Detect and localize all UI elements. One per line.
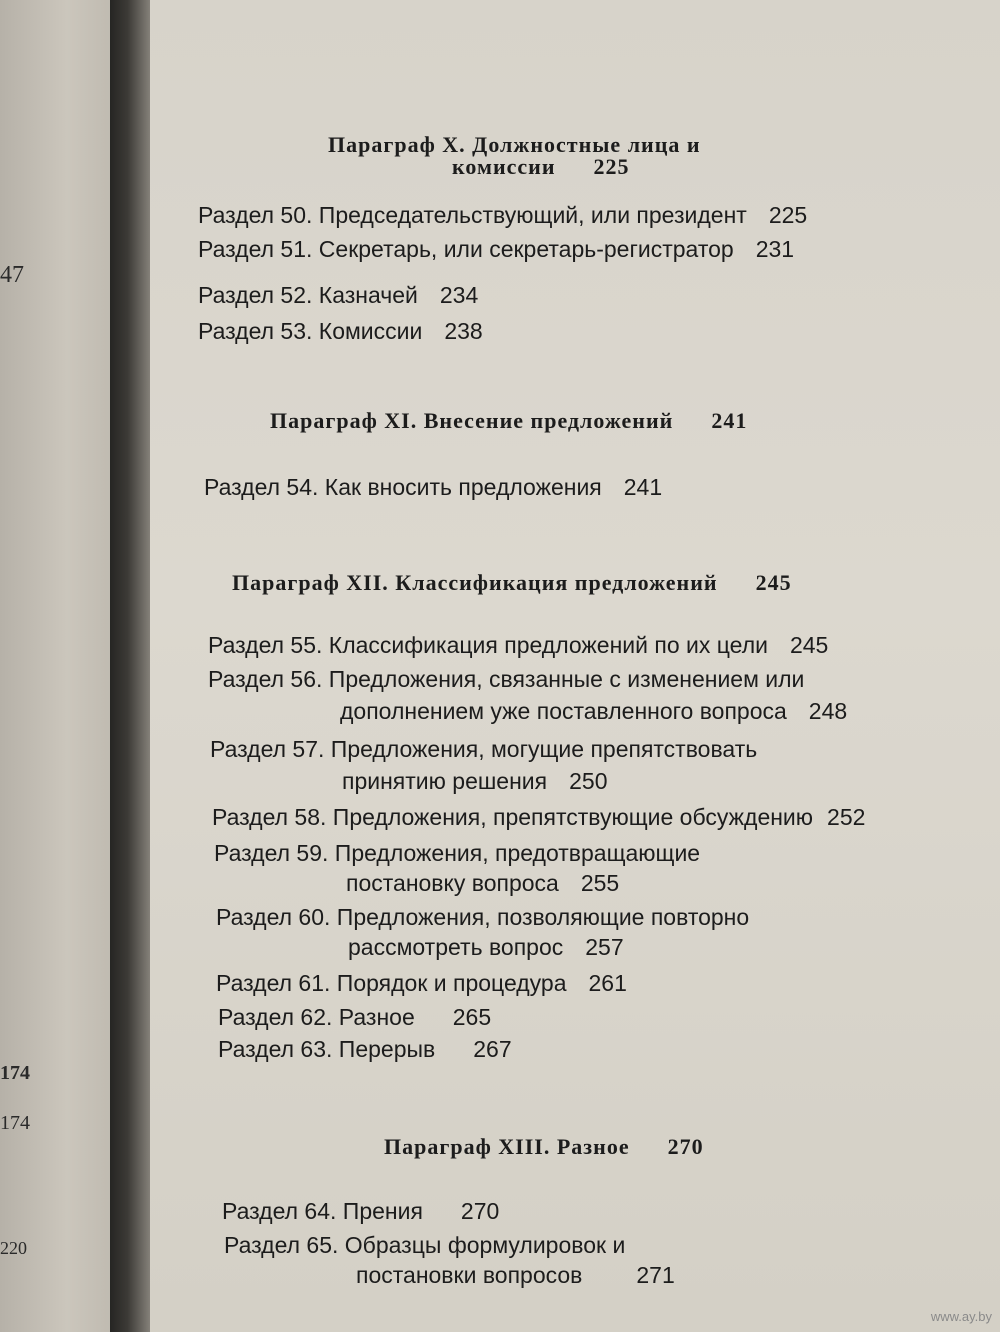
entry-page-number: 265 [452,1004,492,1030]
entry-page-number: 238 [444,318,483,344]
entry-page-number: 245 [789,632,829,658]
heading-title: Параграф XII. Классификация предложений [232,570,718,595]
entry-title: Комиссии [318,318,423,344]
heading-title: Параграф XI. Внесение предложений [270,408,674,433]
entry-label: Раздел [198,318,275,344]
entry-page-number: 231 [755,236,795,262]
toc-entry [218,1004,491,1031]
entry-page-number: 234 [439,282,479,308]
entry-title: Классификация предложений по их цели [328,632,768,658]
entry-number: 51. [280,236,313,262]
heading-title: Параграф XIII. Разное [384,1134,630,1159]
entry-label: Раздел [224,1232,301,1258]
entry-title: Предложения, препятствующие обсуждению [332,804,814,830]
toc-entry-continuation [348,934,624,961]
entry-label: Раздел [198,282,275,308]
entry-number: 56. [290,666,323,692]
entry-number: 53. [280,318,313,344]
toc-entry-continuation [346,870,619,897]
toc-entry [198,282,478,309]
toc-entry-continuation [356,1262,675,1289]
toc-entry [218,1036,512,1063]
entry-label: Раздел [216,904,293,930]
entry-page-number: 225 [768,202,808,228]
entry-title: Прения [342,1198,423,1224]
entry-title-continued: дополнением уже поставленного вопроса [340,698,787,724]
entry-title: Казначей [318,282,418,308]
entry-number: 55. [290,632,323,658]
entry-title: Предложения, позволяющие повторно [336,904,750,930]
entry-page-number: 257 [585,934,624,960]
entry-label: Раздел [218,1004,295,1030]
toc-entry [216,970,627,997]
entry-title-continued: рассмотреть вопрос [348,934,564,960]
entry-number: 58. [294,804,327,830]
toc-entry [210,736,757,763]
entry-label: Раздел [208,632,285,658]
section-heading [384,1134,704,1160]
entry-page-number: 248 [808,698,848,724]
toc-entry [224,1232,625,1259]
entry-title-continued: постановки вопросов [356,1262,583,1288]
entry-number: 57. [292,736,325,762]
entry-page-number: 241 [623,474,663,500]
entry-number: 61. [298,970,331,996]
entry-page-number: 267 [473,1036,512,1062]
entry-label: Раздел [214,840,291,866]
entry-page-number: 250 [569,768,608,794]
toc-entry-continuation [342,768,607,795]
entry-number: 62. [300,1004,333,1030]
entry-title: Разное [338,1004,415,1030]
toc-entry [204,474,662,501]
entry-label: Раздел [210,736,287,762]
entry-title: Предложения, связанные с изменением или [328,666,805,692]
heading-title: Параграф X. Должностные лица и [328,132,701,157]
toc-entry-continuation [340,698,847,725]
entry-page-number: 255 [580,870,620,896]
left-page-number: 220 [0,1238,27,1258]
heading-page-number: 245 [755,570,792,595]
entry-title: Секретарь, или секретарь-регистратор [318,236,734,262]
entry-label: Раздел [212,804,289,830]
entry-title-continued: постановку вопроса [346,870,559,896]
entry-number: 50. [280,202,313,228]
entry-label: Раздел [208,666,285,692]
toc-entry [208,666,804,693]
entry-label: Раздел [222,1198,299,1224]
section-heading [232,570,792,596]
left-page [0,0,122,1332]
toc-entry [212,804,865,831]
entry-title: Предложения, могущие препятствовать [330,736,758,762]
entry-title: Председательствующий, или президент [318,202,747,228]
toc-entry [214,840,700,867]
entry-number: 59. [296,840,329,866]
entry-page-number: 252 [827,804,866,830]
entry-title-continued: принятию решения [342,768,548,794]
section-heading [452,154,630,180]
left-page-number: 47 [0,262,24,288]
toc-entry [198,236,794,263]
toc-entry [198,202,807,229]
toc-entry [222,1198,499,1225]
entry-number: 52. [280,282,313,308]
heading-title: комиссии [452,154,556,179]
toc-entry [216,904,749,931]
entry-label: Раздел [198,236,275,262]
entry-title: Порядок и процедура [336,970,567,996]
toc-entry [208,632,828,659]
entry-page-number: 261 [588,970,627,996]
section-heading [270,408,747,434]
entry-label: Раздел [204,474,281,500]
entry-number: 65. [306,1232,339,1258]
watermark: www.ay.by [930,1309,992,1324]
entry-label: Раздел [216,970,293,996]
entry-title: Предложения, предотвращающие [334,840,701,866]
heading-page-number: 225 [593,154,630,179]
heading-page-number: 270 [667,1134,704,1159]
entry-title: Перерыв [338,1036,436,1062]
entry-number: 64. [304,1198,337,1224]
entry-number: 60. [298,904,331,930]
entry-number: 63. [300,1036,333,1062]
entry-label: Раздел [198,202,275,228]
left-page-number: 174 [0,1112,30,1134]
entry-page-number: 270 [460,1198,500,1224]
entry-page-number: 271 [636,1262,675,1288]
entry-number: 54. [286,474,319,500]
entry-title: Образцы формулировок и [344,1232,626,1258]
entry-label: Раздел [218,1036,295,1062]
heading-page-number: 241 [711,408,748,433]
left-page-number: 174 [0,1062,30,1084]
entry-title: Как вносить предложения [324,474,602,500]
toc-entry [198,318,483,345]
